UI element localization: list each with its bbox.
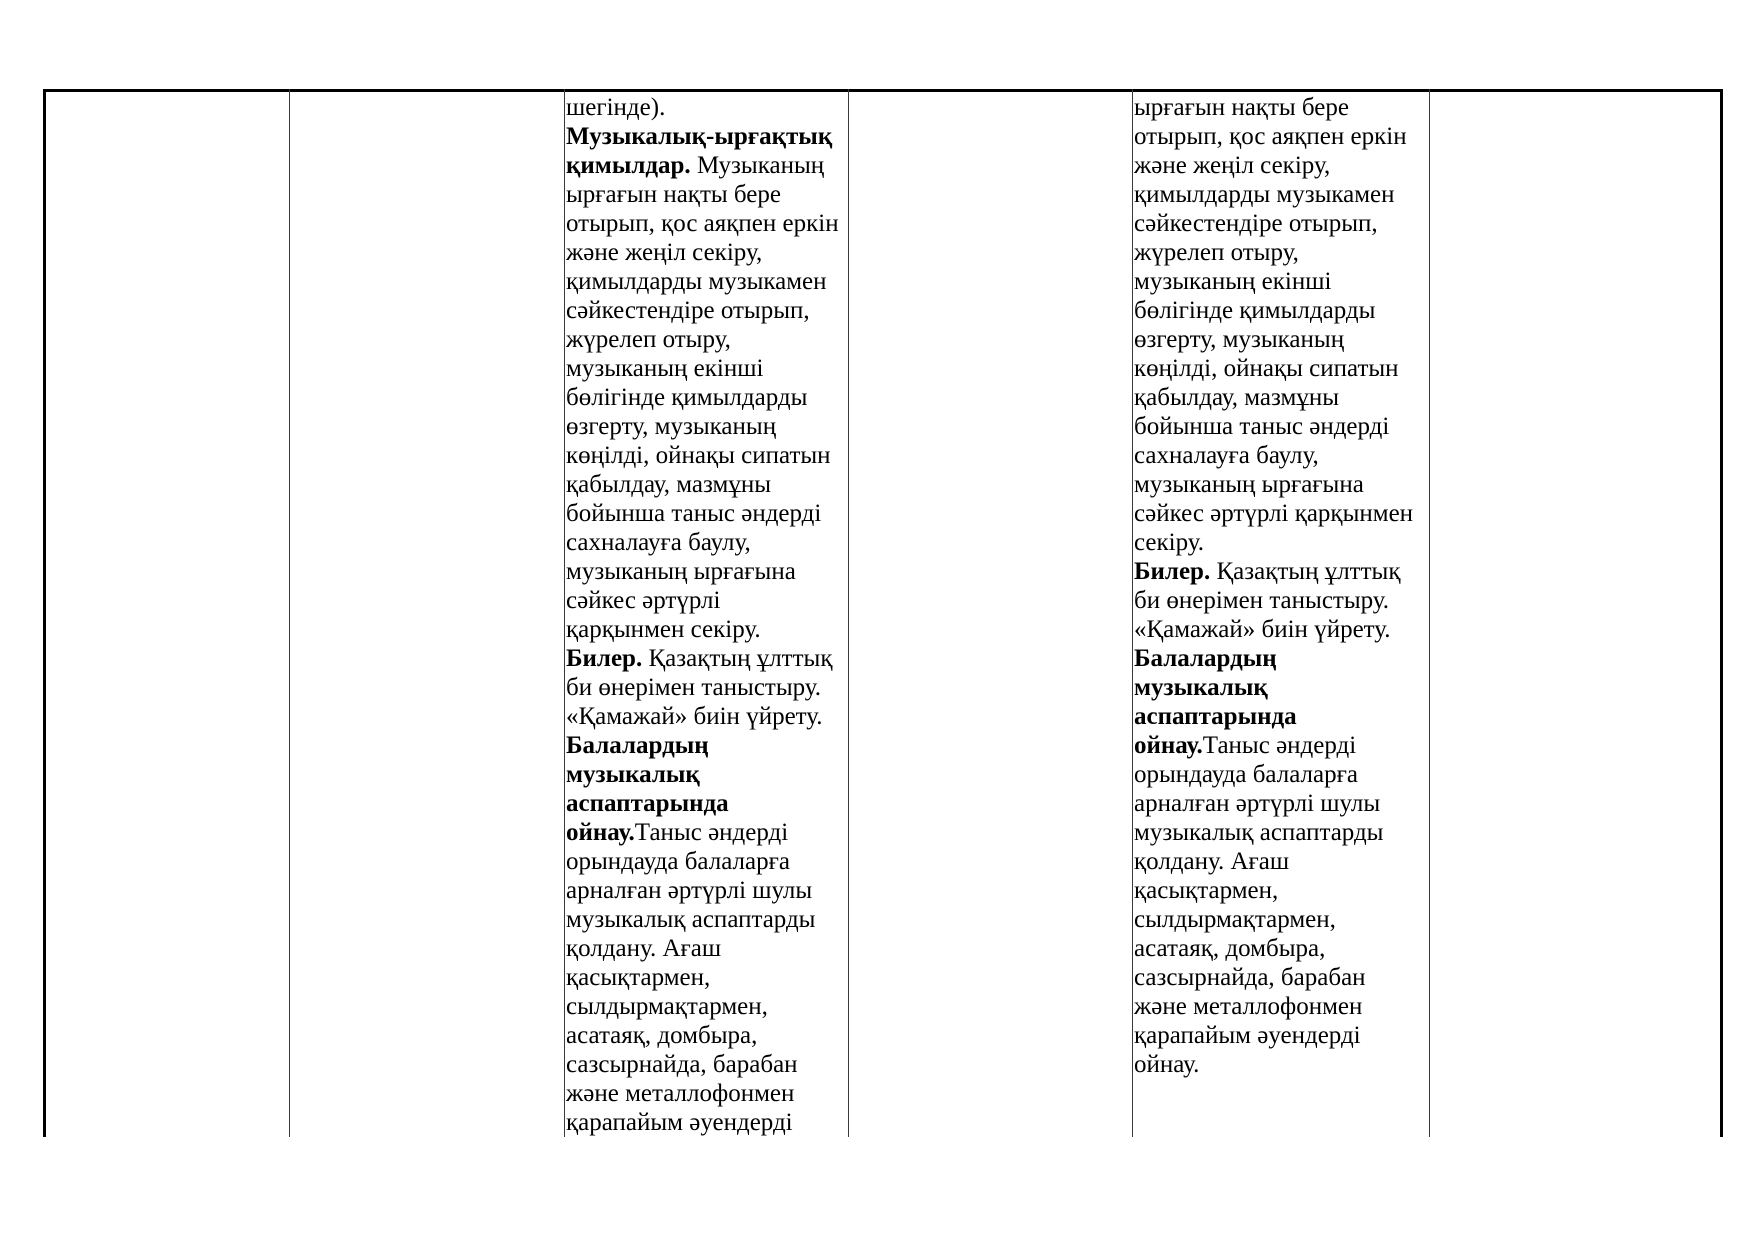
- text-line: [1134, 557, 1429, 586]
- body-text: шегінде).: [566, 94, 666, 121]
- bold-heading-text: Билер.: [1134, 558, 1211, 585]
- body-text: өзгерту, музыканың: [566, 413, 777, 440]
- body-text: бөлігінде қимылдарды: [566, 384, 808, 411]
- text-line: [566, 615, 848, 644]
- body-text: қабылдау, мазмұны: [1134, 384, 1340, 411]
- text-line: [566, 151, 848, 180]
- text-line: [1134, 528, 1429, 557]
- body-text: би өнерімен таныстыру.: [566, 674, 822, 701]
- body-text: бөлігінде қимылдарды: [1134, 297, 1376, 324]
- body-text: қарапайым әуендерді: [1134, 1022, 1361, 1049]
- text-line: [566, 789, 848, 818]
- body-text: сәйкестендіре отырып,: [566, 297, 810, 324]
- body-text: Қазақтың ұлттық: [1210, 558, 1401, 585]
- text-line: [566, 818, 848, 847]
- body-text: «Қамажай» биін үйрету.: [1134, 616, 1391, 643]
- text-line: [566, 122, 848, 151]
- text-line: [1134, 963, 1429, 992]
- body-text: отырып, қос аяқпен еркін: [566, 210, 839, 237]
- text-line: [566, 992, 848, 1021]
- text-line: [1134, 93, 1429, 122]
- bold-heading-text: Билер.: [566, 645, 643, 672]
- text-line: [1134, 615, 1429, 644]
- text-line: [1134, 296, 1429, 325]
- body-text: қимылдарды музыкамен: [1134, 181, 1395, 208]
- table-cell-2: [290, 92, 564, 1137]
- text-line: [566, 412, 848, 441]
- text-line: [1134, 905, 1429, 934]
- body-text: сахналауға баулу,: [1134, 442, 1319, 469]
- table-cell-5: [1133, 92, 1429, 1137]
- body-text: ырғағын нақты бере: [566, 181, 782, 208]
- body-text: ырғағын нақты бере: [1134, 94, 1350, 121]
- body-text: өзгерту, музыканың: [1134, 326, 1345, 353]
- text-line: [566, 905, 848, 934]
- body-text: және жеңіл секіру,: [566, 239, 763, 266]
- text-line: [1134, 789, 1429, 818]
- text-line: [566, 325, 848, 354]
- bold-heading-text: Музыкалық-ырғақтық: [566, 123, 833, 150]
- text-line: [566, 499, 848, 528]
- body-text: Таныс әндерді: [634, 819, 789, 846]
- body-text: қабылдау, мазмұны: [566, 471, 772, 498]
- text-line: [1134, 876, 1429, 905]
- bold-heading-text: Балалардың: [1134, 645, 1277, 672]
- body-text: және металлофонмен: [566, 1080, 795, 1107]
- text-line: [566, 731, 848, 760]
- bold-heading-text: музыкалық: [566, 761, 700, 788]
- text-line: [1134, 1021, 1429, 1050]
- body-text: Қазақтың ұлттық: [642, 645, 833, 672]
- text-line: [566, 760, 848, 789]
- text-line: [566, 470, 848, 499]
- text-line: [1134, 1050, 1429, 1079]
- text-line: [566, 963, 848, 992]
- text-line: [566, 1021, 848, 1050]
- body-text: және жеңіл секіру,: [1134, 152, 1331, 179]
- body-text: музыканың екінші: [1134, 268, 1332, 295]
- text-line: [1134, 180, 1429, 209]
- body-text: арналған әртүрлі шулы: [1134, 790, 1381, 817]
- body-text: көңілді, ойнақы сипатын: [1134, 355, 1399, 382]
- body-text: Таныс әндерді: [1202, 732, 1357, 759]
- body-text: Музыканың: [690, 152, 825, 179]
- text-line: [1134, 760, 1429, 789]
- text-line: [566, 180, 848, 209]
- body-text: сылдырмақтармен,: [1134, 906, 1336, 933]
- text-line: [566, 847, 848, 876]
- body-text: сәйкес әртүрлі қарқынмен: [1134, 500, 1414, 527]
- text-line: [1134, 209, 1429, 238]
- body-text: көңілді, ойнақы сипатын: [566, 442, 831, 469]
- text-line: [566, 644, 848, 673]
- bold-heading-text: ойнау.: [1134, 732, 1203, 759]
- body-text: орындауда балаларға: [1134, 761, 1358, 788]
- text-line: [566, 528, 848, 557]
- text-line: [1134, 992, 1429, 1021]
- text-line: [1134, 238, 1429, 267]
- body-text: бойынша таныс әндерді: [566, 500, 822, 527]
- body-text: сахналауға баулу,: [566, 529, 751, 556]
- text-line: [1134, 644, 1429, 673]
- body-text: және металлофонмен: [1134, 993, 1363, 1020]
- text-line: [566, 1108, 848, 1137]
- body-text: қарапайым әуендерді: [566, 1109, 793, 1136]
- text-line: [1134, 499, 1429, 528]
- text-line: [1134, 441, 1429, 470]
- text-line: [1134, 673, 1429, 702]
- bold-heading-text: музыкалық: [1134, 674, 1268, 701]
- text-line: [1134, 470, 1429, 499]
- text-line: [566, 934, 848, 963]
- body-text: арналған әртүрлі шулы: [566, 877, 813, 904]
- text-line: [566, 238, 848, 267]
- body-text: музыкалық аспаптарды: [1134, 819, 1384, 846]
- text-line: [1134, 847, 1429, 876]
- body-text: сәйкестендіре отырып,: [1134, 210, 1378, 237]
- text-line: [1134, 267, 1429, 296]
- text-line: [566, 557, 848, 586]
- text-line: [566, 1050, 848, 1079]
- body-text: қолдану. Ағаш: [1134, 848, 1290, 875]
- body-text: орындауда балаларға: [566, 848, 790, 875]
- body-text: музыканың ырғағына: [1134, 471, 1364, 498]
- body-text: музыкалық аспаптарды: [566, 906, 816, 933]
- text-line: [566, 876, 848, 905]
- text-line: [1134, 354, 1429, 383]
- body-text: қимылдарды музыкамен: [566, 268, 827, 295]
- body-text: бойынша таныс әндерді: [1134, 413, 1390, 440]
- bold-heading-text: ойнау.: [566, 819, 635, 846]
- bold-heading-text: аспаптарында: [1134, 703, 1297, 730]
- text-line: [566, 296, 848, 325]
- text-line: [1134, 122, 1429, 151]
- body-text: «Қамажай» биін үйрету.: [566, 703, 823, 730]
- body-text: сәйкес әртүрлі: [566, 587, 721, 614]
- text-line: [566, 267, 848, 296]
- text-line: [1134, 702, 1429, 731]
- body-text: би өнерімен таныстыру.: [1134, 587, 1390, 614]
- text-line: [566, 441, 848, 470]
- text-line: [566, 702, 848, 731]
- text-line: [566, 1079, 848, 1108]
- text-line: [1134, 325, 1429, 354]
- body-text: асатаяқ, домбыра,: [566, 1022, 758, 1049]
- bold-heading-text: Балалардың: [566, 732, 709, 759]
- text-line: [1134, 818, 1429, 847]
- body-text: секіру.: [1134, 529, 1205, 556]
- table-cell-6: [1430, 92, 1720, 1137]
- text-line: [566, 586, 848, 615]
- table-cell-3: [565, 92, 848, 1137]
- text-line: [566, 354, 848, 383]
- table-right-border: [1720, 89, 1723, 1137]
- body-text: ойнау.: [1134, 1051, 1200, 1078]
- text-line: [566, 673, 848, 702]
- body-text: асатаяқ, домбыра,: [1134, 935, 1326, 962]
- text-line: [566, 209, 848, 238]
- body-text: музыканың екінші: [566, 355, 764, 382]
- body-text: қолдану. Ағаш: [566, 935, 722, 962]
- text-line: [1134, 934, 1429, 963]
- bold-heading-text: аспаптарында: [566, 790, 729, 817]
- text-line: [566, 93, 848, 122]
- table-cell-4: [849, 92, 1132, 1137]
- body-text: сылдырмақтармен,: [566, 993, 768, 1020]
- body-text: қасықтармен,: [566, 964, 711, 991]
- text-line: [1134, 731, 1429, 760]
- body-text: жүрелеп отыру,: [566, 326, 731, 353]
- text-line: [566, 383, 848, 412]
- body-text: сазсырнайда, барабан: [566, 1051, 798, 1078]
- table-cell-1: [46, 92, 289, 1137]
- text-line: [1134, 586, 1429, 615]
- bold-heading-text: қимылдар.: [566, 152, 691, 179]
- body-text: музыканың ырғағына: [566, 558, 796, 585]
- body-text: отырып, қос аяқпен еркін: [1134, 123, 1407, 150]
- body-text: қарқынмен секіру.: [566, 616, 761, 643]
- text-line: [1134, 412, 1429, 441]
- text-line: [1134, 383, 1429, 412]
- text-line: [1134, 151, 1429, 180]
- body-text: жүрелеп отыру,: [1134, 239, 1299, 266]
- body-text: қасықтармен,: [1134, 877, 1279, 904]
- body-text: сазсырнайда, барабан: [1134, 964, 1366, 991]
